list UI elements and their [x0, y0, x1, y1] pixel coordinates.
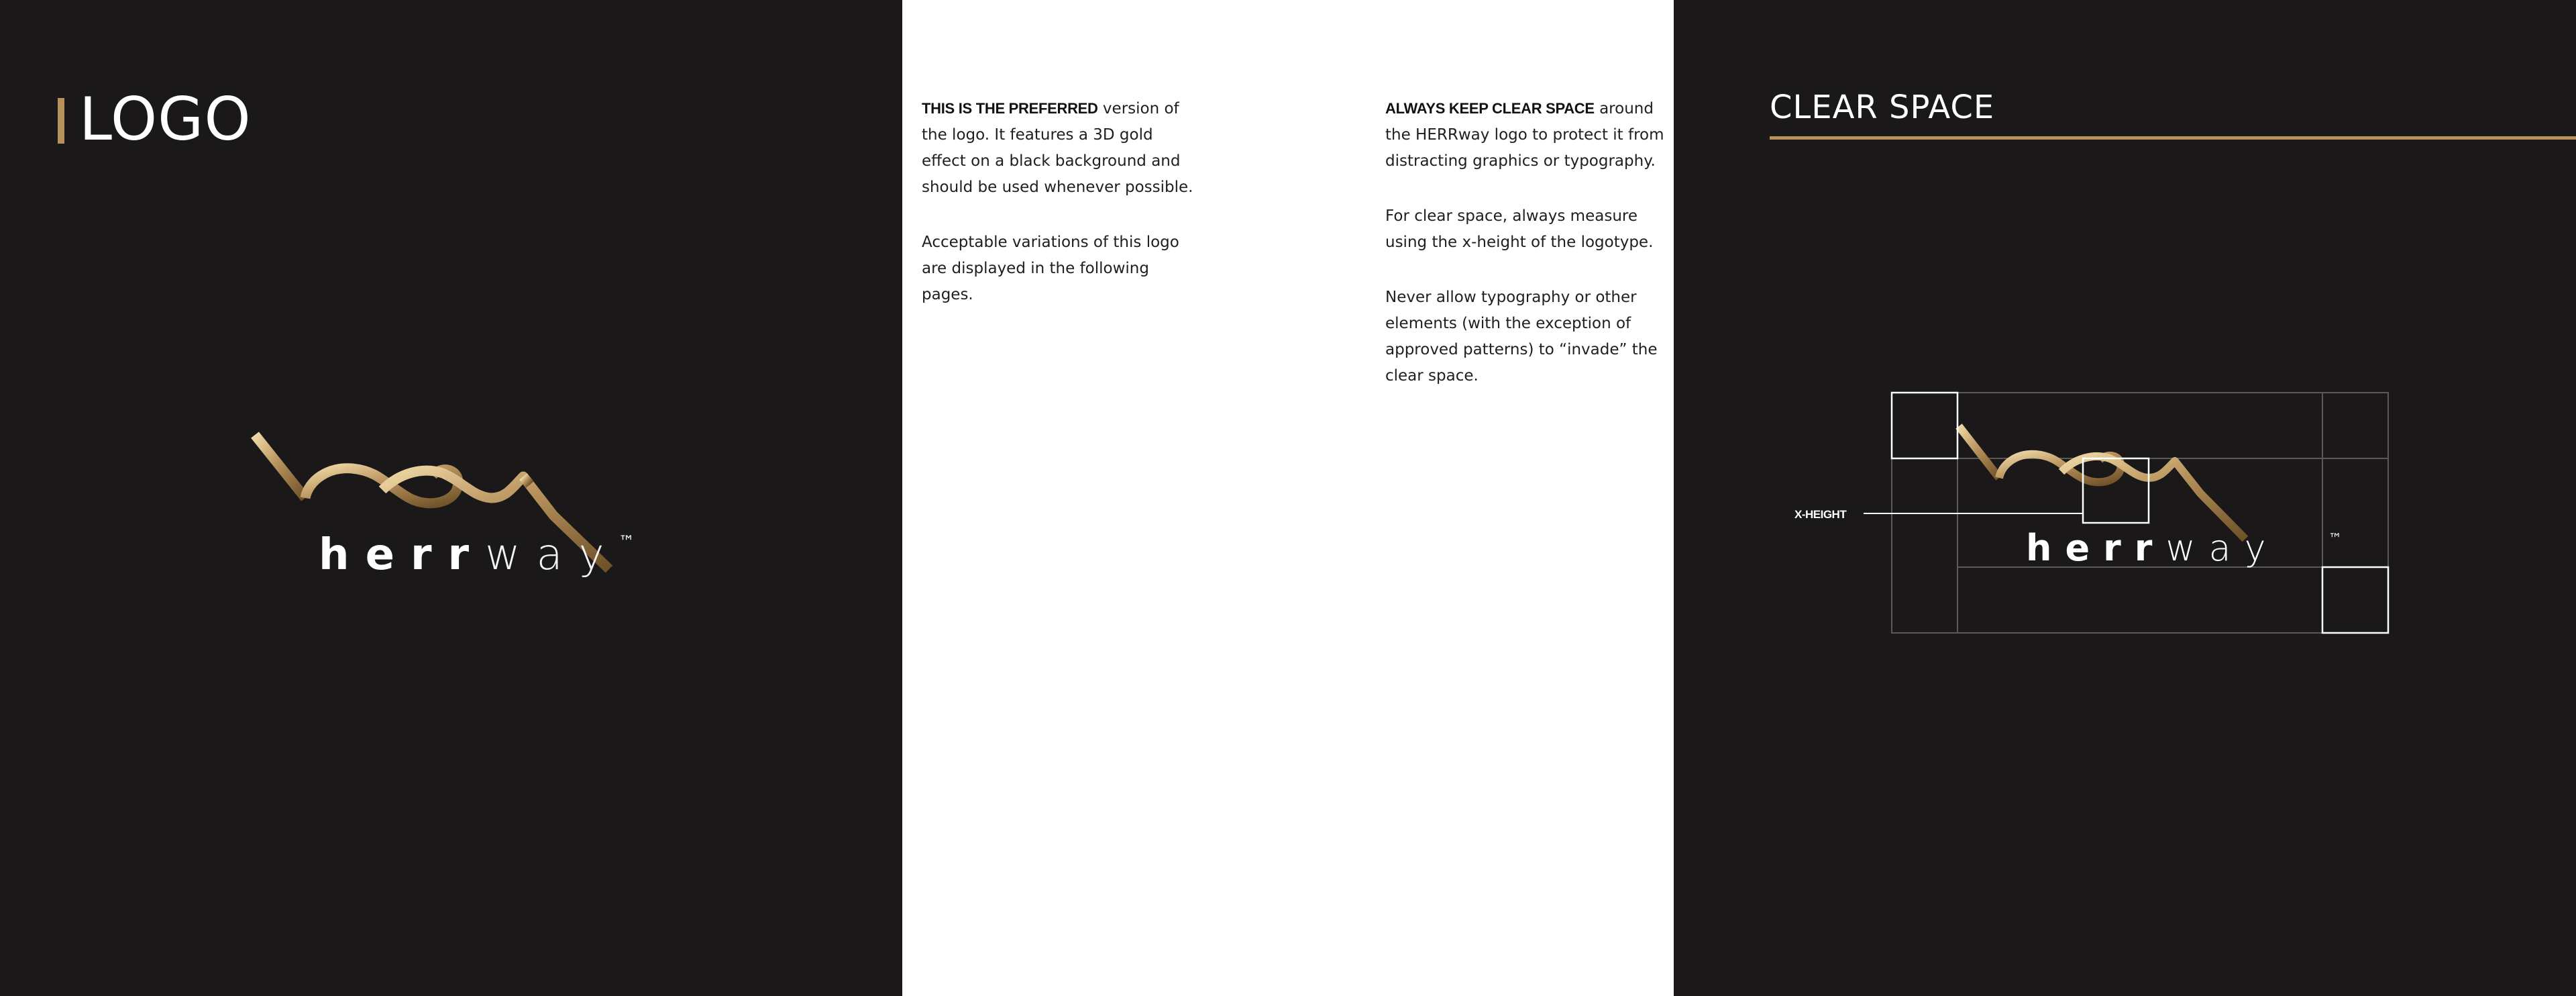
wordmark-way: way [485, 530, 621, 580]
preferred-lead: THIS IS THE PREFERRED [922, 100, 1098, 117]
preferred-paragraph [922, 95, 1197, 201]
herrway-logo [241, 423, 657, 604]
variations-paragraph: Acceptable variations of this logo are displayed in the following pages. [922, 234, 1179, 303]
trademark-symbol: ™ [619, 532, 635, 551]
clear-space-panel [1674, 0, 2576, 996]
clear-space-paragraph [1385, 95, 1667, 175]
clear-space-body: around the HERRway logo to protect it from distracting graphics or typography. [1385, 100, 1664, 170]
title-accent-bar [58, 98, 64, 144]
gold-divider [1770, 136, 2576, 140]
logo-panel [0, 0, 902, 996]
clear-space-column [1385, 95, 1667, 418]
diagram-wordmark-way: way [2165, 527, 2279, 569]
preferred-version-column [922, 95, 1197, 337]
diagram-wordmark-herr: herr [2026, 527, 2166, 569]
clear-space-diagram [1794, 386, 2465, 654]
clear-space-box-top-left [1892, 393, 1957, 458]
clear-space-box-bottom-right [2322, 567, 2388, 633]
clear-space-title: CLEAR SPACE [1770, 89, 1995, 126]
wordmark-herr: herr [319, 530, 486, 580]
clear-space-lead: ALWAYS KEEP CLEAR SPACE [1385, 100, 1595, 117]
x-height-label: X-HEIGHT [1794, 508, 1847, 521]
logo-wordmark [319, 530, 621, 580]
page-title: LOGO [79, 85, 252, 154]
diagram-wordmark [2026, 527, 2279, 569]
guidelines-text-panel [902, 0, 1674, 996]
x-height-box [2083, 458, 2149, 523]
preferred-body: version of the logo. It features a 3D gold effect on a black background and should be used whenever possible. [922, 100, 1193, 196]
measure-paragraph: For clear space, always measure using the x-height of the logotype. [1385, 207, 1654, 251]
diagram-trademark: ™ [2328, 530, 2342, 546]
invade-paragraph: Never allow typography or other elements (with the exception of approved patterns) to “invade” the clear space. [1385, 289, 1658, 385]
